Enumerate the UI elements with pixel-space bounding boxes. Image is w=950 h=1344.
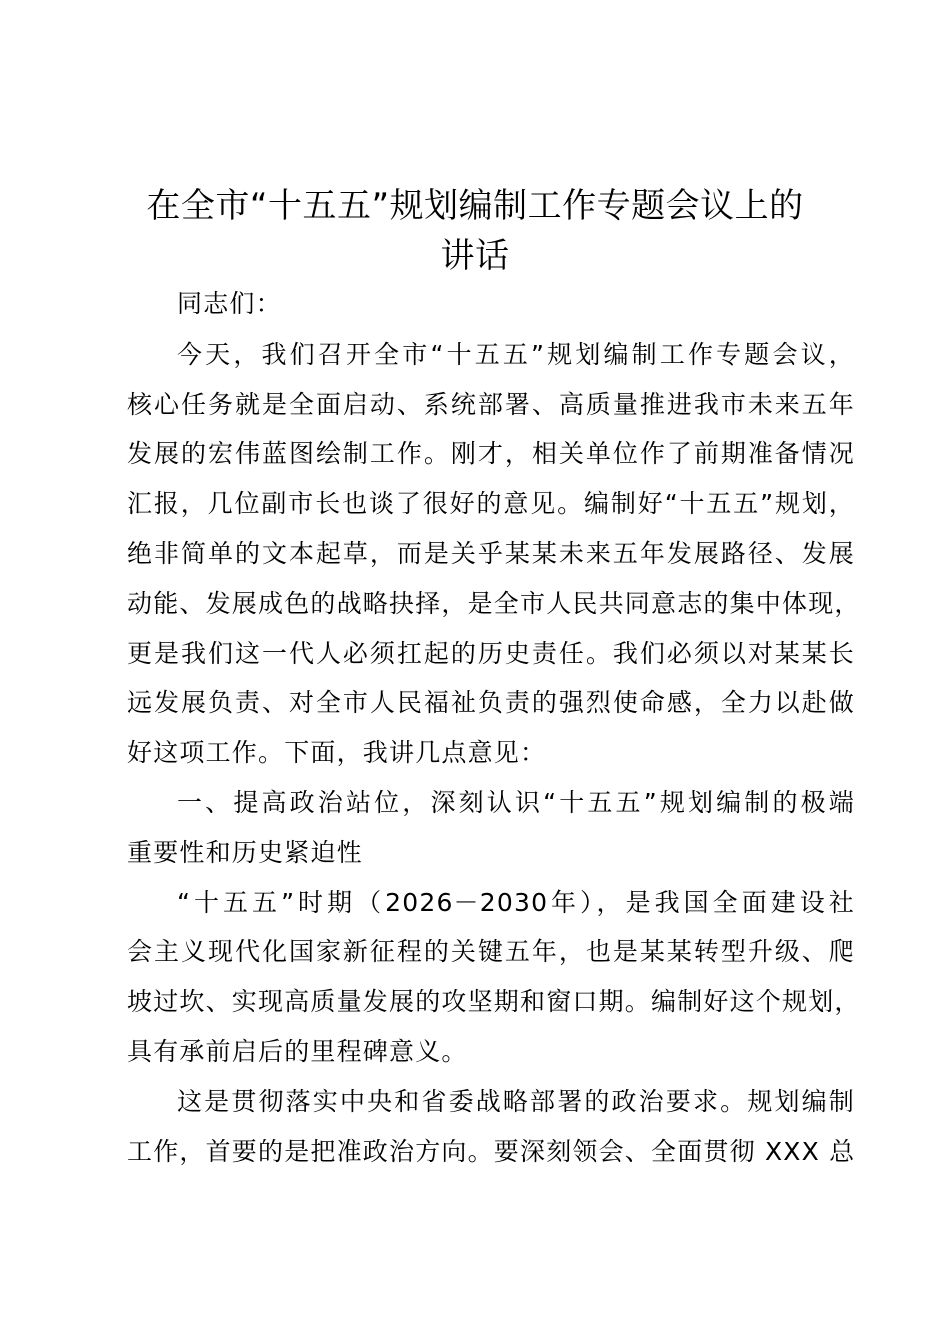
paragraph-line: “十五五”时期（2026－2030年），是我国全面建设社: [177, 888, 855, 917]
paragraph-line: 绝非简单的文本起草，而是关乎某某未来五年发展路径、发展: [127, 539, 855, 568]
paragraph-line: 会主义现代化国家新征程的关键五年，也是某某转型升级、爬: [127, 937, 855, 966]
paragraph-line: 具有承前启后的里程碑意义。: [127, 1037, 468, 1066]
paragraph-line: 好这项工作。下面，我讲几点意见：: [127, 738, 547, 767]
paragraph-line: 动能、发展成色的战略抉择，是全市人民共同意志的集中体现，: [127, 589, 861, 618]
paragraph-line: 汇报，几位副市长也谈了很好的意见。编制好“十五五”规划，: [127, 489, 855, 518]
document-title-line-2: 讲话: [440, 236, 510, 276]
paragraph-line: 工作，首要的是把准政治方向。要深刻领会、全面贯彻 XXX 总: [127, 1137, 856, 1166]
paragraph-line: 今天，我们召开全市“十五五”规划编制工作专题会议，: [177, 340, 855, 369]
paragraph-line: 远发展负责、对全市人民福祉负责的强烈使命感，全力以赴做: [127, 688, 855, 717]
paragraph-line: 发展的宏伟蓝图绘制工作。刚才，相关单位作了前期准备情况: [127, 439, 855, 468]
document-title-line-1: 在全市“十五五”规划编制工作专题会议上的: [146, 186, 804, 226]
paragraph-line: 坡过坎、实现高质量发展的攻坚期和窗口期。编制好这个规划，: [127, 987, 861, 1016]
paragraph-line: 更是我们这一代人必须扛起的历史责任。我们必须以对某某长: [127, 639, 855, 668]
paragraph-line: 这是贯彻落实中央和省委战略部署的政治要求。规划编制: [177, 1087, 855, 1116]
salutation: 同志们：: [177, 289, 282, 318]
section-heading-line: 一、提高政治站位，深刻认识“十五五”规划编制的极端: [177, 788, 855, 817]
section-heading-line: 重要性和历史紧迫性: [127, 838, 363, 867]
paragraph-line: 核心任务就是全面启动、系统部署、高质量推进我市未来五年: [127, 390, 855, 419]
